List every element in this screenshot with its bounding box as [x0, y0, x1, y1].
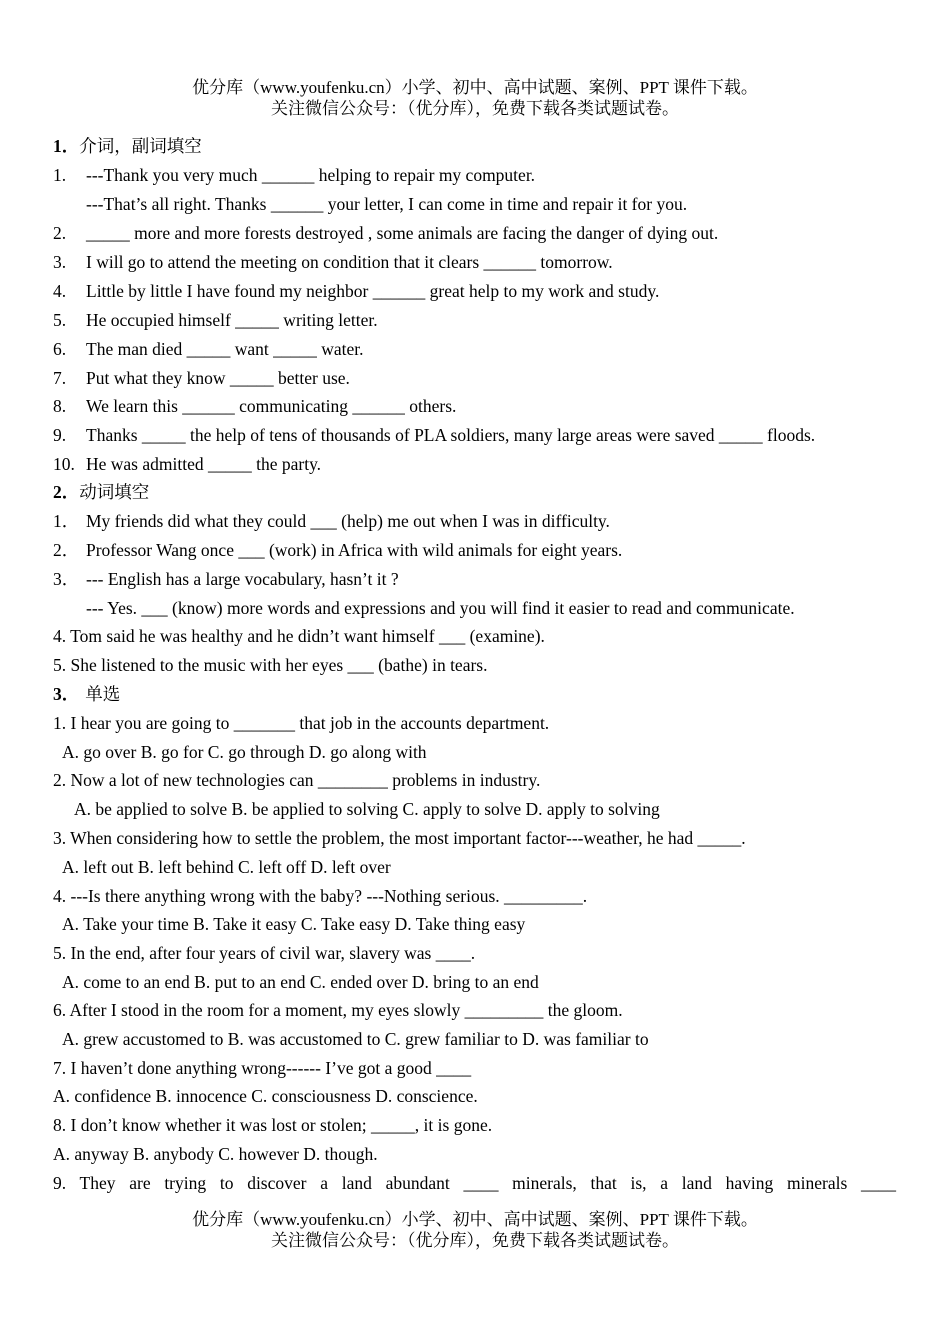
- question-text: 5. She listened to the music with her eyes ___ (bathe) in tears.: [53, 655, 488, 675]
- question-number: 3．: [53, 569, 80, 589]
- question-text: Put what they know _____ better use.: [86, 368, 350, 388]
- question-text: 9. They are trying to discover a land abundant ____ minerals, that is, a land having minerals ____: [53, 1173, 896, 1193]
- answer-options: A. confidence B. innocence C. consciousness D. conscience.: [53, 1086, 478, 1106]
- question-number: 10.: [53, 454, 75, 474]
- question-text: 4. Tom said he was healthy and he didn’t want himself ___ (examine).: [53, 626, 545, 646]
- question-text: ---Thank you very much ______ helping to repair my computer.: [86, 165, 536, 185]
- question-line: [53, 161, 66, 189]
- answer-options: A. anyway B. anybody C. however D. though.: [53, 1144, 378, 1164]
- question-number: 7.: [53, 368, 67, 388]
- question-text: --- Yes. ___ (know) more words and expressions and you will find it easier to read and communicate.: [86, 598, 795, 618]
- answer-options: A. come to an end B. put to an end C. ended over D. bring to an end: [62, 972, 539, 992]
- question-text: I will go to attend the meeting on condition that it clears ______ tomorrow.: [86, 252, 613, 272]
- question-number: 2．: [53, 540, 80, 560]
- question-text: 2. Now a lot of new technologies can ________ problems in industry.: [53, 770, 541, 790]
- question-number: 9.: [53, 425, 67, 445]
- answer-options: A. be applied to solve B. be applied to solving C. apply to solve D. apply to solving: [74, 799, 660, 819]
- section-1-title: 介词，副词填空: [79, 136, 202, 156]
- answer-options: A. left out B. left behind C. left off D. left over: [62, 857, 391, 877]
- question-text: 8. I don’t know whether it was lost or stolen; _____, it is gone.: [53, 1115, 493, 1135]
- section-3-heading: [53, 680, 120, 708]
- question-text: --- English has a large vocabulary, hasn’t it ?: [86, 569, 399, 589]
- question-number: 1．: [53, 511, 80, 531]
- answer-options: A. go over B. go for C. go through D. go along with: [62, 742, 427, 762]
- question-number: 4.: [53, 281, 67, 301]
- question-text: 1. I hear you are going to _______ that job in the accounts department.: [53, 713, 550, 733]
- page-footer: [0, 1209, 950, 1251]
- section-2-heading: [53, 478, 149, 506]
- footer-line-2: 关注微信公众号：（优分库），免费下载各类试题试卷。: [271, 1231, 679, 1250]
- question-text: 5. In the end, after four years of civil war, slavery was ____.: [53, 943, 476, 963]
- answer-options: A. grew accustomed to B. was accustomed to C. grew familiar to D. was familiar to: [62, 1029, 649, 1049]
- question-number: 2.: [53, 223, 67, 243]
- question-text: He occupied himself _____ writing letter.: [86, 310, 378, 330]
- question-number: 3.: [53, 252, 67, 272]
- question-text: 6. After I stood in the room for a moment, my eyes slowly _________ the gloom.: [53, 1000, 623, 1020]
- section-2-title: 动词填空: [79, 482, 150, 502]
- header-line-1: 优分库（www.youfenku.cn）小学、初中、高中试题、案例、PPT 课件下载。: [192, 78, 758, 97]
- question-text: He was admitted _____ the party.: [86, 454, 322, 474]
- section-1-number: 1．: [53, 136, 80, 156]
- answer-options: A. Take your time B. Take it easy C. Take easy D. Take thing easy: [62, 914, 526, 934]
- question-text: 4. ---Is there anything wrong with the baby? ---Nothing serious. _________.: [53, 886, 588, 906]
- section-3-title: 单选: [85, 684, 121, 704]
- question-text: ---That’s all right. Thanks ______ your letter, I can come in time and repair it for you.: [86, 194, 688, 214]
- section-3-number: 3．: [53, 684, 80, 704]
- header-line-2: 关注微信公众号：（优分库），免费下载各类试题试卷。: [271, 99, 679, 118]
- question-text: My friends did what they could ___ (help) me out when I was in difficulty.: [86, 511, 610, 531]
- question-text: 7. I haven’t done anything wrong------ I’ve got a good ____: [53, 1058, 472, 1078]
- page-header: [0, 77, 950, 119]
- question-text: _____ more and more forests destroyed , some animals are facing the danger of dying out.: [86, 223, 719, 243]
- question-text: We learn this ______ communicating ______ others.: [86, 396, 457, 416]
- question-text: Little by little I have found my neighbor ______ great help to my work and study.: [86, 281, 660, 301]
- question-text: 3. When considering how to settle the problem, the most important factor---weather, he had _____.: [53, 828, 746, 848]
- question-text: Thanks _____ the help of tens of thousands of PLA soldiers, many large areas were saved _____ floods.: [86, 425, 816, 445]
- question-number: 1.: [53, 165, 67, 185]
- question-number: 8.: [53, 396, 67, 416]
- question-text: Professor Wang once ___ (work) in Africa with wild animals for eight years.: [86, 540, 623, 560]
- section-2-number: 2．: [53, 482, 80, 502]
- footer-line-1: 优分库（www.youfenku.cn）小学、初中、高中试题、案例、PPT 课件下载。: [192, 1210, 758, 1229]
- section-1-heading: [53, 132, 202, 160]
- question-number: 6.: [53, 339, 67, 359]
- question-text: The man died _____ want _____ water.: [86, 339, 364, 359]
- question-number: 5.: [53, 310, 67, 330]
